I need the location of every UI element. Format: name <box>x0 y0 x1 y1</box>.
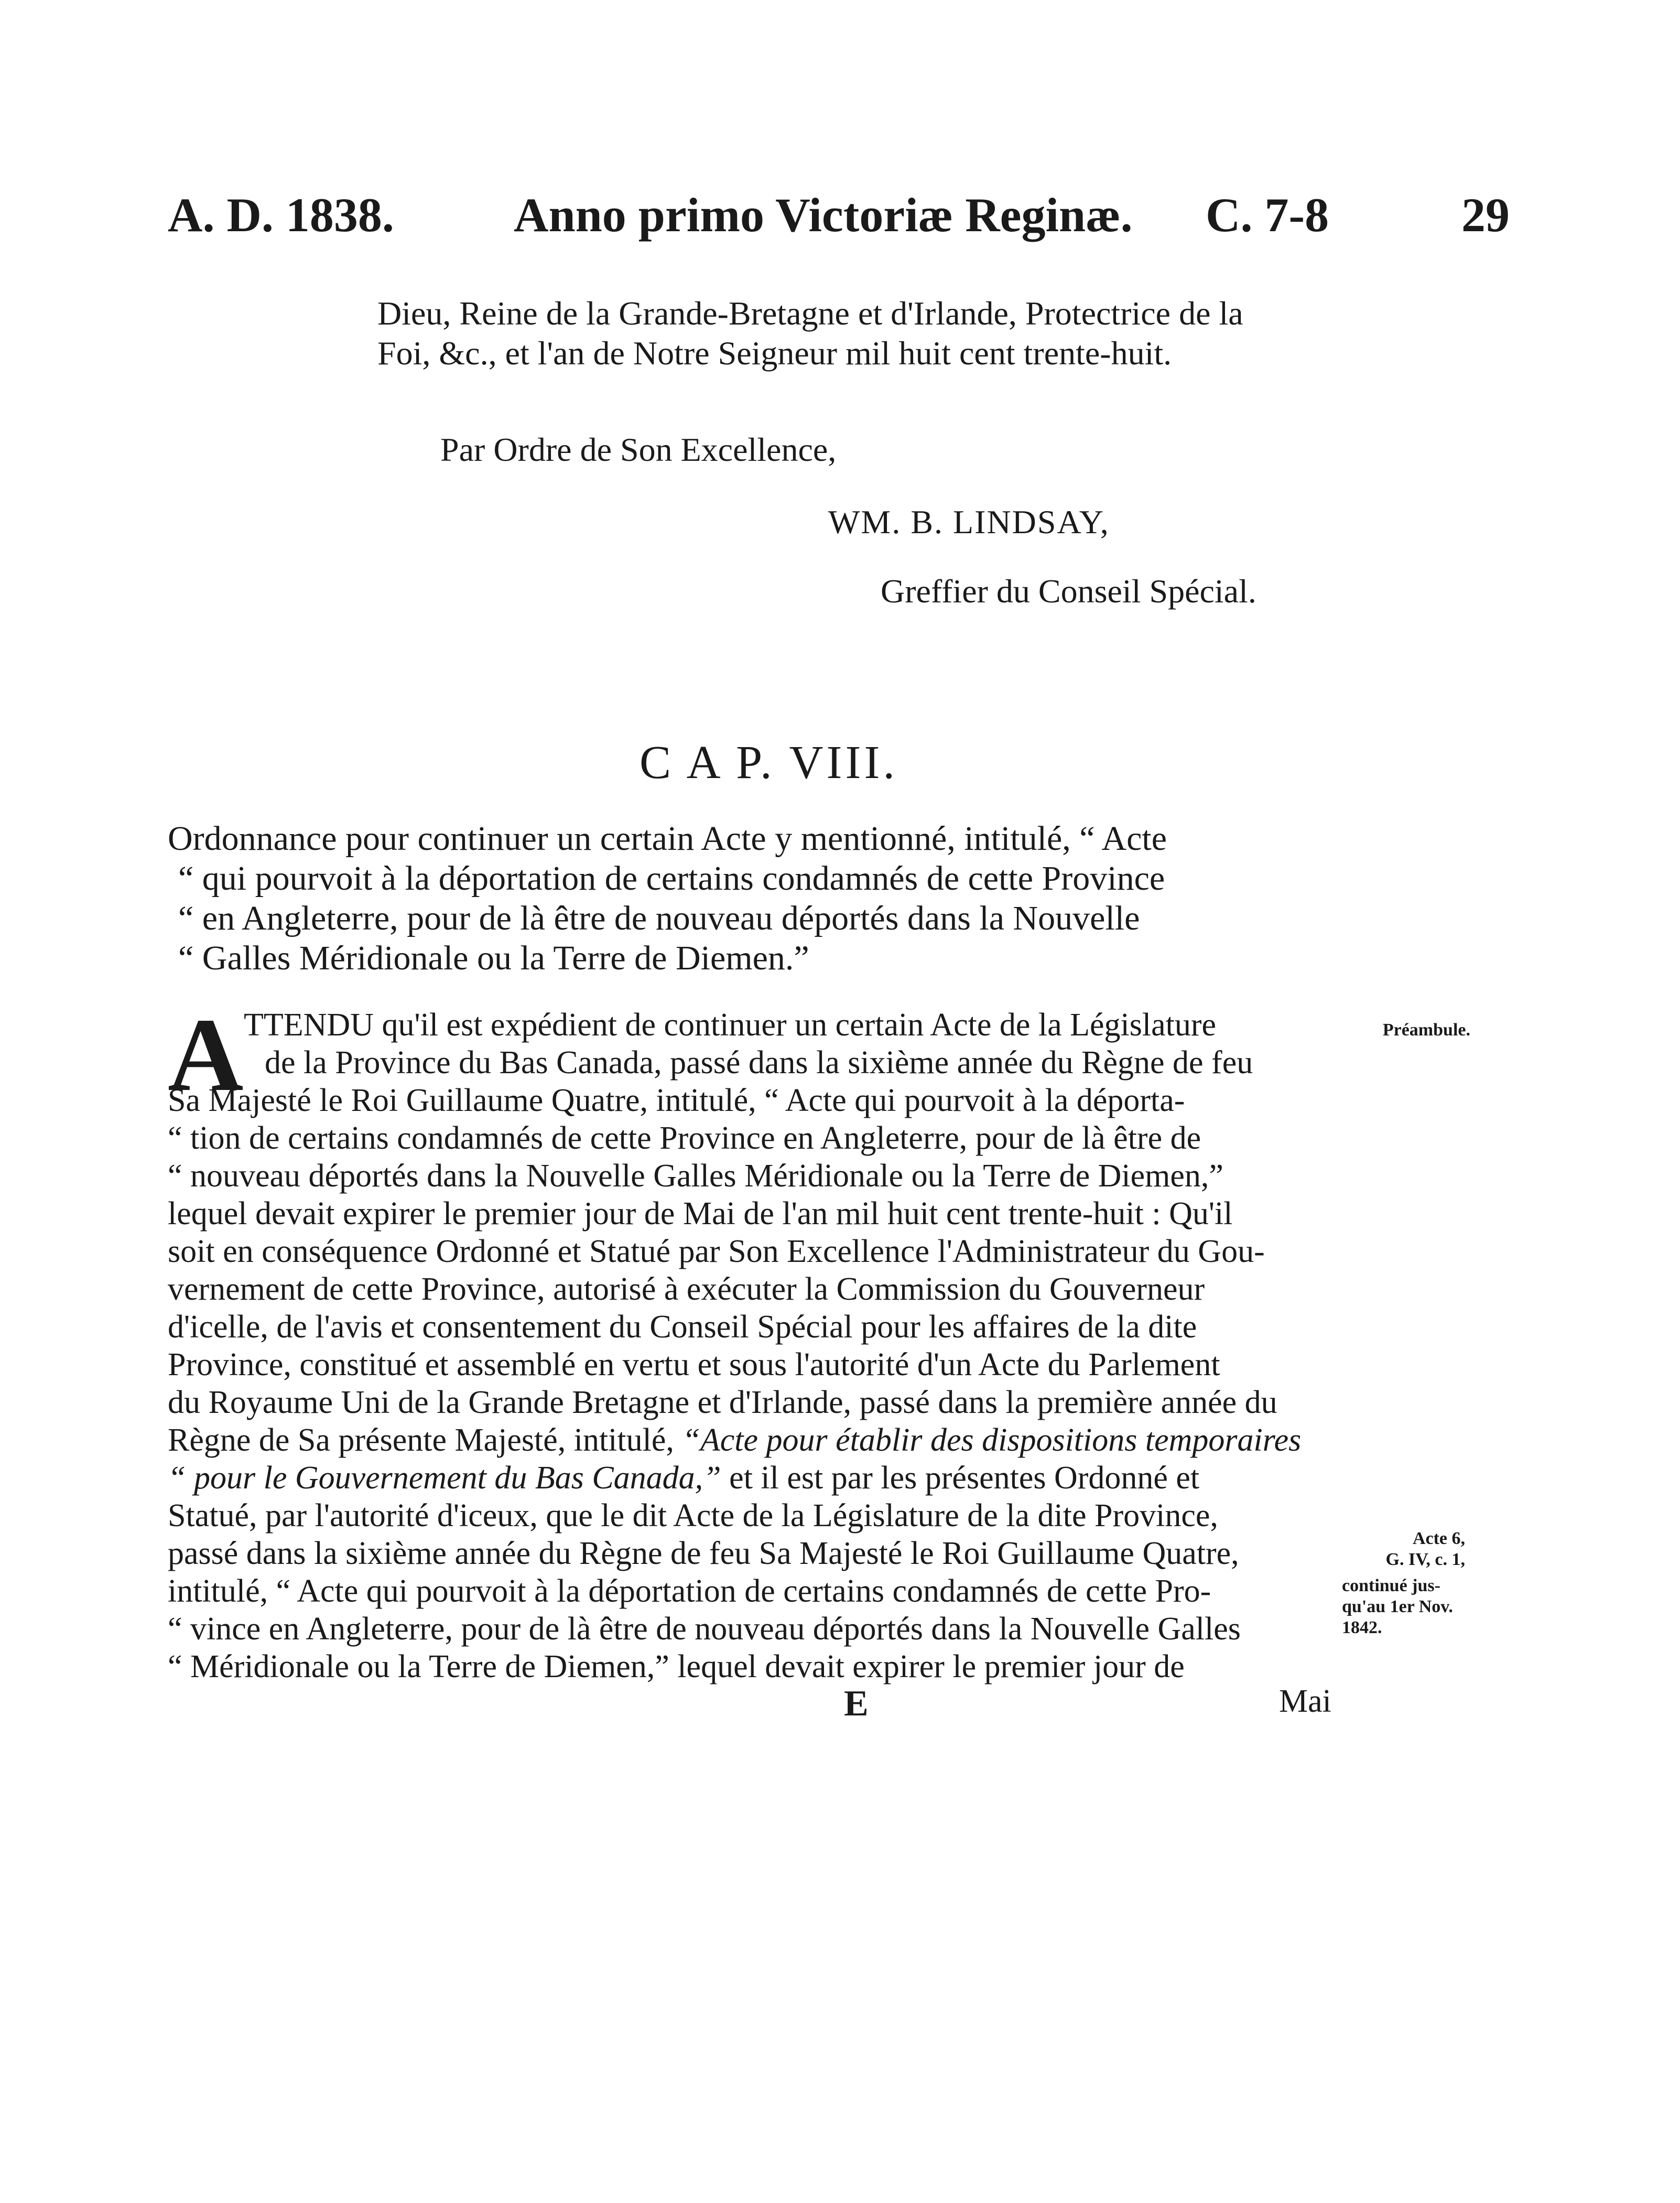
signoff-prefix: Par Ordre de Son Excellence, <box>440 431 837 468</box>
body-text: et il est par les présentes Ordonné et <box>721 1460 1200 1496</box>
closing-line: Foi, &c., et l'an de Notre Seigneur mil huit cent trente-huit. <box>377 334 1172 372</box>
body-line: “ vince en Angleterre, pour de là être de nouveau déportés dans la Nouvelle Galles <box>168 1611 1241 1647</box>
body-line: Statué, par l'autorité d'iceux, que le dit Acte de la Législature de la dite Province, <box>168 1498 1218 1534</box>
sidenote-line: qu'au 1er Nov. <box>1342 1597 1453 1616</box>
body-line: d'icelle, de l'avis et consentement du Conseil Spécial pour les affaires de la dite <box>168 1309 1197 1345</box>
body-line: TTENDU qu'il est expédient de continuer un certain Acte de la Législature <box>244 1007 1217 1043</box>
page-number: 29 <box>1461 188 1510 242</box>
title-line: “ en Angleterre, pour de là être de nouveau déportés dans la Nouvelle <box>178 899 1140 937</box>
body-line: Province, constitué et assemblé en vertu et sous l'autorité d'un Acte du Parlement <box>168 1347 1220 1383</box>
body-line: lequel devait expirer le premier jour de Mai de l'an mil huit cent trente-huit : Qu'il <box>168 1196 1233 1232</box>
sidenote-preamble: Préambule. <box>1382 1020 1470 1040</box>
closing-line: Dieu, Reine de la Grande-Bretagne et d'Irlande, Protectrice de la <box>377 295 1243 332</box>
signatory-name: WM. B. LINDSAY, <box>828 503 1110 541</box>
body-line: soit en conséquence Ordonné et Statué par Son Excellence l'Administrateur du Gou- <box>168 1234 1265 1269</box>
catchword: Mai <box>1279 1683 1331 1719</box>
signatory-title: Greffier du Conseil Spécial. <box>881 573 1256 610</box>
title-line: “ qui pourvoit à la déportation de certains condamnés de cette Province <box>178 859 1165 898</box>
body-line: de la Province du Bas Canada, passé dans la sixième année du Règne de feu <box>265 1045 1253 1081</box>
sidenote-line: 1842. <box>1342 1618 1382 1637</box>
body-line: “ nouveau déportés dans la Nouvelle Galles Méridionale ou la Terre de Diemen,” <box>168 1158 1223 1194</box>
body-line: “ tion de certains condamnés de cette Province en Angleterre, pour de là être de <box>168 1120 1201 1156</box>
title-line: Ordonnance pour continuer un certain Acte y mentionné, intitulé, “ Acte <box>168 819 1167 858</box>
act-title-italic: “Acte pour établir des dispositions temporaires <box>682 1422 1302 1458</box>
body-line: passé dans la sixième année du Règne de feu Sa Majesté le Roi Guillaume Quatre, <box>168 1536 1239 1571</box>
body-line <box>168 1422 1301 1459</box>
body-line <box>168 1460 1199 1496</box>
body-line: intitulé, “ Acte qui pourvoit à la déportation de certains condamnés de cette Pro- <box>168 1573 1211 1609</box>
drop-cap: A <box>168 997 244 1113</box>
running-head <box>168 183 1510 246</box>
body-text: Règne de Sa présente Majesté, intitulé, <box>168 1422 682 1458</box>
body-line: Sa Majesté le Roi Guillaume Quatre, intitulé, “ Acte qui pourvoit à la déporta- <box>168 1083 1185 1118</box>
body-line: “ Méridionale ou la Terre de Diemen,” lequel devait expirer le premier jour de <box>168 1649 1185 1684</box>
body-line: vernement de cette Province, autorisé à exécuter la Commission du Gouverneur <box>168 1271 1205 1307</box>
chapter-heading: C A P. VIII. <box>640 737 898 789</box>
body-line: du Royaume Uni de la Grande Bretagne et d'Irlande, passé dans la première année du <box>168 1385 1277 1420</box>
sidenote-line: Acte 6, <box>1412 1529 1465 1548</box>
running-head-chapter: C. 7-8 <box>1206 188 1329 242</box>
act-title-italic: “ pour le Gouvernement du Bas Canada,” <box>168 1460 721 1496</box>
title-line: “ Galles Méridionale ou la Terre de Diemen.” <box>178 939 809 977</box>
sidenote-line: G. IV, c. 1, <box>1385 1550 1465 1569</box>
printer-signature-mark: E <box>844 1683 869 1724</box>
running-head-year: A. D. 1838. <box>168 188 394 242</box>
running-head-title: Anno primo Victoriæ Reginæ. <box>514 188 1133 242</box>
sidenote-line: continué jus- <box>1342 1576 1440 1595</box>
